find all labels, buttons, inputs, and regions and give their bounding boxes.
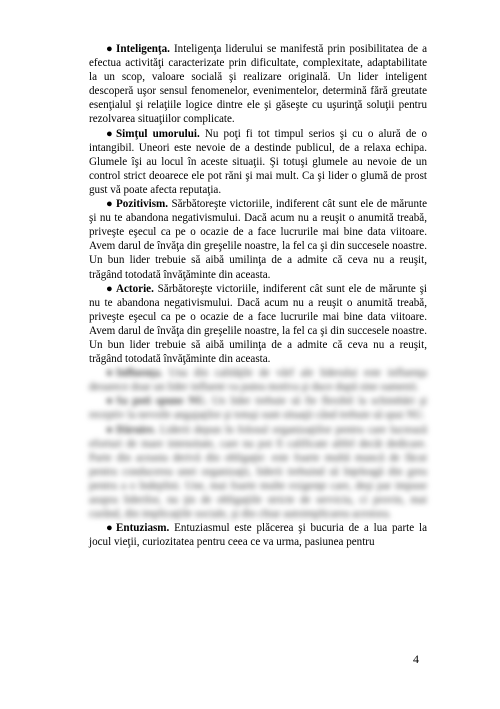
paragraph-text: Sărbătoreşte victoriile, indiferent cât sunt ele de mărunte şi nu te abandona negativismului. Dacă acum nu a reuşit o anumită treabă, priveşte eşecul ca pe o ocazie de a face lucrurile mai bine data viitoare. Avem darul de învăţa din greşelile noastre, la fel ca şi din succesele noastre. Un bun lider trebuie să aibă umilinţa de a admite că ceva nu a reuşit, trăgând totodată învăţăminte din aceasta. [89, 198, 427, 281]
paragraph-actorie [89, 282, 427, 367]
paragraph-title: Simţul umorului. [116, 127, 200, 140]
bullet-icon: ● [106, 127, 113, 140]
paragraph-simtul-umorului [89, 127, 427, 197]
bullet-icon: ● [106, 522, 113, 535]
document-body [89, 42, 427, 549]
paragraph-inteligenta [89, 42, 427, 127]
paragraph-title: Entuziasm. [116, 522, 170, 535]
paragraph-text: Nu poţi fi tot timpul serios şi cu o alură de o intangibil. Uneori este nevoie de a destinde publicul, de a relaxa echipa. Glumele îşi au locul în aceste situaţii. Şi totuşi glumele au nevoie de un control strict deoarece ele pot răni şi mai mult. Ca şi lider o glumă de prost gust vă poate afecta reputaţia. [89, 127, 427, 196]
paragraph-text: Inteligenţa liderului se manifestă prin posibilitatea de a efectua activităţi caracterizate prin dificultate, complexitate, adaptabilitate la un scop, valoare socială şi realizare originală. Un lider inteligent descoperă uşor sensul fenomenelor, evenimentelor, determină fără greutate esenţialul şi relaţiile logice dintre ele şi găseşte cu uşurinţă soluţii pentru rezolvarea situaţiilor complicate. [89, 43, 427, 126]
paragraph-text: Entuziasmul este plăcerea şi bucuria de a lua parte la jocul vieţii, curiozitatea pentru ceea ce va urma, pasiunea pentru [89, 522, 427, 549]
paragraph-title: Sa poti spune NU. [116, 395, 208, 408]
paragraph-text: Una din calităţile de vârf ale liderului este influenţa deoarece doar un lider influent va putea motiva şi duce după sine oamenii. [89, 367, 427, 394]
paragraph-title: Influenţa. [116, 367, 163, 380]
bullet-icon: ● [106, 367, 113, 380]
bullet-icon: ● [106, 423, 113, 436]
paragraph-entuziasm [89, 521, 427, 549]
blurred-section [89, 366, 427, 521]
page-number: 4 [413, 652, 419, 666]
bullet-icon: ● [106, 198, 113, 211]
bullet-icon: ● [106, 282, 113, 295]
paragraph-text: Sărbătoreşte victoriile, indiferent cât sunt ele de mărunte şi nu te abandona negativismului. Dacă acum nu a reuşit o anumită treabă, priveşte eşecul ca pe o ocazie de a face lucrurile mai bine data viitoare. Avem darul de învăţa din greşelile noastre, la fel ca şi din succesele noastre. Un bun lider trebuie să aibă umilinţa de a admite că ceva nu a reuşit, trăgând totodată învăţăminte din aceasta. [89, 282, 427, 366]
paragraph-daruire [89, 423, 427, 522]
paragraph-text: Liderii depun în folosul organizaţiilor pentru care lucrează eforturi de mare intensitate, care nu pot fi calificate altfel decât dedicare. Parte din aceasta derivă din obligaţie: este foarte multă muncă de făcut pentru conducerea unei organizaţii, liderii trebuind să înţeleagă din greu pentru a o îndeplini. Une, mai foarte multe exigenţe care, deşi par impuse asupra liderilor, nu ţin de obligaţiile stricte de serviciu, ci provin, mai curând, din implicaţiile sociale, şi din chiar autoimplicarea acestora. [89, 423, 428, 521]
paragraph-sa-poti-spune-nu [89, 394, 427, 422]
paragraph-pozitivism [89, 197, 427, 282]
paragraph-title: Inteligenţa. [116, 43, 170, 55]
paragraph-title: Pozitivism. [116, 198, 169, 211]
paragraph-text: Un lider trebuie să fie flexibil la schimbări şi receptiv la nevoile angajaţilor şi totuşi sunt situaţii când trebuie să spui NU. [89, 395, 428, 422]
bullet-icon: ● [106, 395, 113, 408]
paragraph-title: Dăruire. [116, 423, 157, 436]
paragraph-influenta [89, 366, 427, 394]
bullet-icon: ● [106, 43, 113, 55]
paragraph-title: Actorie. [116, 282, 154, 295]
